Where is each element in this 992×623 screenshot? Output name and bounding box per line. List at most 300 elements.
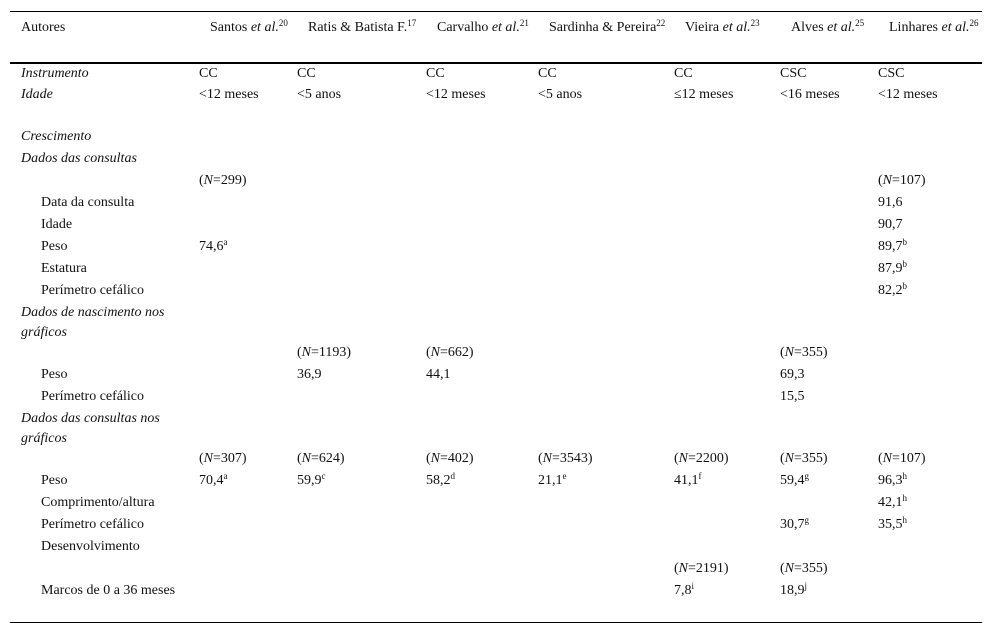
row-label: Dados das consultas nos gráficos xyxy=(21,410,160,446)
table-cell xyxy=(674,493,780,515)
table-cell xyxy=(674,387,780,409)
n-value: 1193 xyxy=(318,344,347,360)
cell-value: 91,6 xyxy=(878,194,903,210)
table-cell xyxy=(426,537,538,559)
table-cell xyxy=(538,303,674,343)
n-symbol: N xyxy=(784,450,795,466)
n-symbol: N xyxy=(882,450,893,466)
table-cell xyxy=(780,581,878,623)
table-cell xyxy=(878,387,982,409)
table-cell xyxy=(199,515,297,537)
cell-footnote: h xyxy=(902,514,907,525)
table-cell xyxy=(538,63,674,85)
table-cell xyxy=(297,193,426,215)
table-cell xyxy=(538,343,674,365)
cell-footnote: a xyxy=(223,470,228,481)
table-cell xyxy=(878,149,982,171)
table-cell: (N=402) xyxy=(426,450,474,466)
cell-footnote: b xyxy=(902,280,907,291)
table-cell xyxy=(199,193,297,215)
table-cell xyxy=(780,365,878,387)
table-row xyxy=(10,63,982,85)
author-ref: 25 xyxy=(855,18,865,28)
table-cell: (N=355) xyxy=(780,560,828,576)
table-cell xyxy=(780,281,878,303)
author-etal: et al. xyxy=(250,20,279,35)
table-cell xyxy=(426,365,538,387)
author-ref: 20 xyxy=(278,18,288,28)
cell-value: 21,1 xyxy=(538,472,563,488)
cell-footnote: c xyxy=(321,470,326,481)
table-cell xyxy=(538,237,674,259)
table-cell xyxy=(674,537,780,559)
table-cell xyxy=(674,171,780,193)
cell-value: 18,9 xyxy=(780,582,805,598)
table-cell xyxy=(538,559,674,581)
table-cell xyxy=(878,581,982,623)
table-cell xyxy=(199,387,297,409)
table-cell xyxy=(426,259,538,281)
table-row xyxy=(10,259,982,281)
table-cell: (N=307) xyxy=(199,450,247,466)
table-cell xyxy=(199,127,297,149)
table-cell xyxy=(780,409,878,449)
cell-value: 35,5 xyxy=(878,516,903,532)
table-cell xyxy=(199,215,297,237)
table-cell xyxy=(297,149,426,171)
table-cell xyxy=(199,559,297,581)
cell-footnote: f xyxy=(698,470,702,481)
n-symbol: N xyxy=(882,172,893,188)
table-cell xyxy=(674,237,780,259)
n-value: 3543 xyxy=(559,450,588,466)
author-name: Linhares xyxy=(889,20,938,35)
cell-value: 44,1 xyxy=(426,366,451,382)
table-cell xyxy=(538,471,674,493)
table-cell xyxy=(426,193,538,215)
cell-value: 42,1 xyxy=(878,494,903,510)
cell-value: 69,3 xyxy=(780,366,805,382)
cell-value: CC xyxy=(674,65,693,81)
table-cell xyxy=(297,171,426,193)
n-symbol: N xyxy=(430,344,441,360)
cell-value: 90,7 xyxy=(878,216,903,232)
header-author-2 xyxy=(426,12,538,63)
n-value: 299 xyxy=(220,172,242,188)
author-name: Alves xyxy=(791,20,824,35)
table-cell xyxy=(199,85,297,127)
row-label xyxy=(10,449,199,471)
table-cell xyxy=(538,281,674,303)
table-cell xyxy=(674,581,780,623)
table-cell xyxy=(199,409,297,449)
row-label xyxy=(10,171,199,193)
table-cell xyxy=(538,515,674,537)
table-cell xyxy=(878,409,982,449)
table-cell xyxy=(878,471,982,493)
author-name: Carvalho xyxy=(437,20,489,35)
table-cell: (N=107) xyxy=(878,450,926,466)
n-symbol: N xyxy=(203,172,214,188)
table-cell xyxy=(674,515,780,537)
table-cell xyxy=(538,149,674,171)
n-value: 402 xyxy=(447,450,469,466)
cell-value: CSC xyxy=(780,65,807,81)
table-cell xyxy=(297,215,426,237)
n-value: 2191 xyxy=(695,560,724,576)
table-cell xyxy=(426,281,538,303)
table-cell xyxy=(780,515,878,537)
row-label: Data da consulta xyxy=(41,194,135,210)
table-cell xyxy=(780,215,878,237)
n-symbol: N xyxy=(784,560,795,576)
table-cell xyxy=(538,365,674,387)
cell-value: CSC xyxy=(878,65,905,81)
table-cell xyxy=(297,515,426,537)
row-label: Dados de nascimento nos gráficos xyxy=(21,304,165,340)
table-cell xyxy=(878,259,982,281)
row-label: Estatura xyxy=(41,260,87,276)
table-row xyxy=(10,303,982,343)
row-label: Peso xyxy=(41,472,68,488)
table-cell: (N=1193) xyxy=(297,344,352,360)
table-row xyxy=(10,493,982,515)
n-value: 107 xyxy=(899,172,921,188)
cell-value: 89,7 xyxy=(878,238,903,254)
table-cell xyxy=(297,387,426,409)
author-name: Vieira xyxy=(685,20,720,35)
table-cell xyxy=(199,63,297,85)
n-row xyxy=(10,171,982,193)
cell-footnote: e xyxy=(562,470,567,481)
author-ref: 22 xyxy=(656,18,666,28)
table-cell xyxy=(297,537,426,559)
cell-value: 59,4 xyxy=(780,472,805,488)
cell-footnote: i xyxy=(691,580,695,591)
table-cell xyxy=(297,559,426,581)
table-cell xyxy=(538,581,674,623)
table-cell xyxy=(426,471,538,493)
row-label: Idade xyxy=(21,86,53,102)
cell-value: <12 meses xyxy=(199,86,259,102)
table-cell xyxy=(199,259,297,281)
cell-value: <16 meses xyxy=(780,86,840,102)
table-cell xyxy=(674,193,780,215)
row-label xyxy=(10,343,199,365)
table-cell xyxy=(878,515,982,537)
table-row xyxy=(10,215,982,237)
table-cell xyxy=(538,259,674,281)
row-label: Marcos de 0 a 36 meses xyxy=(10,581,199,623)
table-cell: (N=624) xyxy=(297,450,345,466)
author-ref: 21 xyxy=(519,18,529,28)
header-author-4 xyxy=(674,12,780,63)
table-cell xyxy=(878,63,982,85)
n-symbol: N xyxy=(542,450,553,466)
table-cell xyxy=(538,493,674,515)
table-body xyxy=(10,63,982,623)
table-cell xyxy=(426,409,538,449)
cell-footnote: b xyxy=(902,258,907,269)
table-cell xyxy=(878,85,982,127)
row-label: Perímetro cefálico xyxy=(41,516,145,532)
table-row xyxy=(10,85,982,127)
table-cell: (N=3543) xyxy=(538,450,593,466)
table-cell xyxy=(538,171,674,193)
n-symbol: N xyxy=(784,344,795,360)
cell-value: CC xyxy=(538,65,557,81)
cell-value: CC xyxy=(297,65,316,81)
cell-value: <5 anos xyxy=(538,86,583,102)
n-value: 355 xyxy=(801,450,823,466)
table-cell xyxy=(297,303,426,343)
cell-value: CC xyxy=(199,65,218,81)
table-cell xyxy=(538,387,674,409)
author-ref: 26 xyxy=(969,18,979,28)
n-symbol: N xyxy=(301,450,312,466)
cell-value: 59,9 xyxy=(297,472,322,488)
n-row xyxy=(10,449,982,471)
row-label: Desenvolvimento xyxy=(41,538,140,554)
cell-value: 70,4 xyxy=(199,472,224,488)
n-row xyxy=(10,343,982,365)
table-cell xyxy=(674,365,780,387)
table-cell xyxy=(426,559,538,581)
cell-footnote: g xyxy=(804,514,809,525)
table-row xyxy=(10,387,982,409)
table-cell xyxy=(199,281,297,303)
table-cell xyxy=(199,237,297,259)
table-cell: (N=2191) xyxy=(674,560,729,576)
cell-value: 36,9 xyxy=(297,366,322,382)
table-cell xyxy=(538,85,674,127)
table-cell xyxy=(538,409,674,449)
table-cell xyxy=(297,471,426,493)
n-value: 107 xyxy=(899,450,921,466)
table-row xyxy=(10,537,982,559)
cell-value: 74,6 xyxy=(199,238,224,254)
row-label: Perímetro cefálico xyxy=(41,388,145,404)
author-etal: et al. xyxy=(491,20,520,35)
table-cell xyxy=(674,215,780,237)
table-row xyxy=(10,515,982,537)
table-cell xyxy=(538,193,674,215)
table-cell: (N=355) xyxy=(780,344,828,360)
table-cell xyxy=(674,63,780,85)
data-table xyxy=(10,11,982,623)
cell-value: 96,3 xyxy=(878,472,903,488)
cell-value: <5 anos xyxy=(297,86,342,102)
table-cell: (N=662) xyxy=(426,344,474,360)
row-label: Peso xyxy=(41,238,68,254)
table-cell xyxy=(780,537,878,559)
cell-value: CC xyxy=(426,65,445,81)
cell-footnote: g xyxy=(804,470,809,481)
table-cell xyxy=(780,85,878,127)
table-cell xyxy=(538,537,674,559)
author-etal: et al. xyxy=(941,20,970,35)
n-symbol: N xyxy=(678,560,689,576)
table-cell xyxy=(674,343,780,365)
cell-value: 58,2 xyxy=(426,472,451,488)
table-cell xyxy=(674,409,780,449)
table-cell xyxy=(674,149,780,171)
header-author-0 xyxy=(199,12,297,63)
table-cell xyxy=(878,343,982,365)
header-author-3 xyxy=(538,12,674,63)
cell-value: 7,8 xyxy=(674,582,692,598)
n-symbol: N xyxy=(301,344,312,360)
row-label: Comprimento/altura xyxy=(41,494,155,510)
table-cell xyxy=(780,127,878,149)
header-author-5 xyxy=(780,12,878,63)
table-cell: (N=2200) xyxy=(674,450,729,466)
row-label: Idade xyxy=(41,216,73,232)
header-author-1 xyxy=(297,12,426,63)
cell-value: <12 meses xyxy=(878,86,938,102)
table-cell xyxy=(780,63,878,85)
table-cell xyxy=(780,171,878,193)
table-row xyxy=(10,281,982,303)
table-row xyxy=(10,237,982,259)
table-cell xyxy=(426,215,538,237)
author-name: Ratis & Batista F. xyxy=(308,20,408,35)
table-cell xyxy=(674,259,780,281)
table-row xyxy=(10,365,982,387)
table-cell xyxy=(199,471,297,493)
table-cell xyxy=(780,149,878,171)
table-cell xyxy=(878,365,982,387)
table-cell xyxy=(780,259,878,281)
table-cell xyxy=(780,193,878,215)
table-cell xyxy=(297,493,426,515)
table-cell: (N=355) xyxy=(780,450,828,466)
table-cell xyxy=(878,559,982,581)
table-cell xyxy=(297,85,426,127)
table-cell: (N=299) xyxy=(199,172,247,188)
table-cell xyxy=(426,303,538,343)
table-cell xyxy=(538,215,674,237)
cell-footnote: h xyxy=(902,470,907,481)
author-ref: 17 xyxy=(407,18,417,28)
table-cell xyxy=(780,471,878,493)
table-cell xyxy=(297,281,426,303)
row-label xyxy=(10,559,199,581)
table-cell xyxy=(199,537,297,559)
table-cell xyxy=(297,365,426,387)
header-author-6 xyxy=(878,12,982,63)
table-cell xyxy=(878,493,982,515)
table-cell xyxy=(426,515,538,537)
table-cell xyxy=(297,237,426,259)
table-cell xyxy=(297,127,426,149)
author-ref: 23 xyxy=(750,18,760,28)
n-row xyxy=(10,559,982,581)
table-cell xyxy=(780,493,878,515)
table-cell: (N=107) xyxy=(878,172,926,188)
table-cell xyxy=(426,581,538,623)
table-cell xyxy=(878,281,982,303)
table-cell xyxy=(426,493,538,515)
table-cell xyxy=(199,493,297,515)
header-row xyxy=(10,12,982,63)
table-cell xyxy=(878,215,982,237)
table-cell xyxy=(426,63,538,85)
author-etal: et al. xyxy=(722,20,751,35)
cell-value: 30,7 xyxy=(780,516,805,532)
row-label: Dados das consultas xyxy=(21,150,137,166)
table-cell xyxy=(199,365,297,387)
table-cell xyxy=(878,303,982,343)
table-cell xyxy=(426,85,538,127)
table-cell xyxy=(426,149,538,171)
cell-footnote: d xyxy=(450,470,455,481)
table-cell xyxy=(199,581,297,623)
table-row xyxy=(10,127,982,149)
table-cell xyxy=(878,237,982,259)
author-etal: et al. xyxy=(827,20,856,35)
table-cell xyxy=(674,127,780,149)
table-row xyxy=(10,193,982,215)
row-label: Instrumento xyxy=(21,65,89,81)
table-cell xyxy=(674,85,780,127)
n-value: 2200 xyxy=(695,450,724,466)
cell-value: 82,2 xyxy=(878,282,903,298)
table-cell xyxy=(780,303,878,343)
table-row xyxy=(10,581,982,623)
table-cell xyxy=(297,63,426,85)
table-cell xyxy=(878,193,982,215)
table-cell xyxy=(674,281,780,303)
cell-value: <12 meses xyxy=(426,86,486,102)
cell-footnote: b xyxy=(902,236,907,247)
n-value: 662 xyxy=(447,344,469,360)
table-cell xyxy=(426,387,538,409)
author-name: Santos xyxy=(210,20,248,35)
n-symbol: N xyxy=(203,450,214,466)
cell-footnote: j xyxy=(804,580,808,591)
table-row xyxy=(10,471,982,493)
row-label: Perímetro cefálico xyxy=(41,282,145,298)
table-cell xyxy=(297,409,426,449)
row-label: Peso xyxy=(41,366,68,382)
cell-value: ≤12 meses xyxy=(674,86,734,102)
table-cell xyxy=(674,471,780,493)
table-cell xyxy=(199,303,297,343)
table-cell xyxy=(297,581,426,623)
n-value: 624 xyxy=(318,450,340,466)
n-symbol: N xyxy=(430,450,441,466)
table-cell xyxy=(780,387,878,409)
table-cell xyxy=(426,237,538,259)
table-cell xyxy=(199,343,297,365)
table-cell xyxy=(426,171,538,193)
table-cell xyxy=(297,259,426,281)
table-cell xyxy=(199,149,297,171)
n-value: 307 xyxy=(220,450,242,466)
table-cell xyxy=(878,127,982,149)
table-cell xyxy=(780,237,878,259)
cell-value: 41,1 xyxy=(674,472,699,488)
cell-value: 15,5 xyxy=(780,388,805,404)
table-cell xyxy=(878,537,982,559)
cell-value: 87,9 xyxy=(878,260,903,276)
n-symbol: N xyxy=(678,450,689,466)
cell-footnote: h xyxy=(902,492,907,503)
table-cell xyxy=(674,303,780,343)
n-value: 355 xyxy=(801,560,823,576)
row-label: Crescimento xyxy=(21,128,92,144)
